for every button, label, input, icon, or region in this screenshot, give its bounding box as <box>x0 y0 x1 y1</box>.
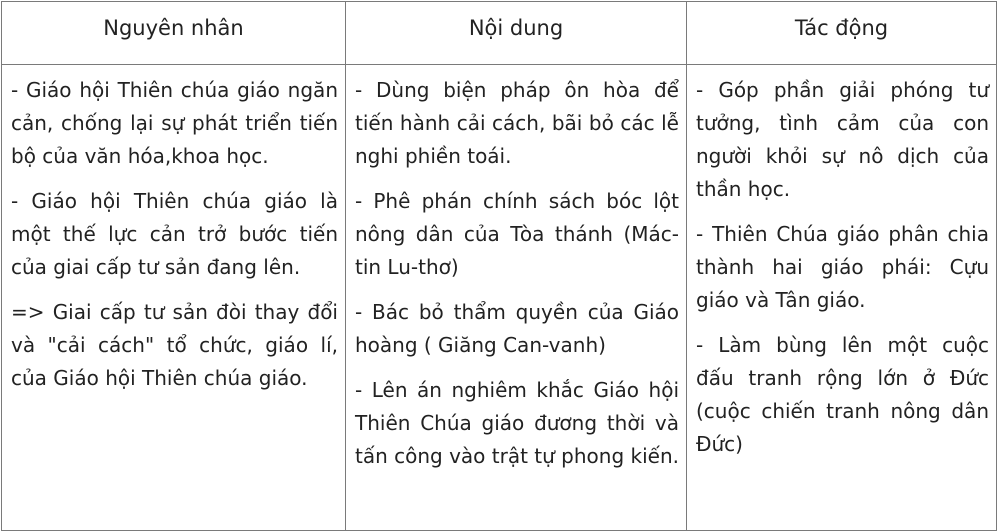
content-item: - Dùng biện pháp ôn hòa để tiến hành cải cách, bãi bỏ các lễ nghi phiền toái. <box>355 78 679 168</box>
header-impact: Tác động <box>687 2 997 65</box>
cause-item: - Giáo hội Thiên chúa giáo ngăn cản, chống lại sự phát triển tiến bộ của văn hóa,khoa học. <box>11 78 338 168</box>
header-row <box>2 2 997 65</box>
body-row <box>2 65 997 531</box>
content-cell <box>346 65 687 531</box>
content-item: - Phê phán chính sách bóc lột nông dân của Tòa thánh (Mác-tin Lu-thơ) <box>355 189 679 279</box>
cause-conclusion: => Giai cấp tư sản đòi thay đổi và "cải cách" tổ chức, giáo lí, của Giáo hội Thiên chúa giáo. <box>11 300 338 390</box>
impact-cell <box>687 65 997 531</box>
header-cause: Nguyên nhân <box>2 2 346 65</box>
impact-item: - Góp phần giải phóng tư tưởng, tình cảm của con người khỏi sự nô dịch của thần học. <box>696 78 989 201</box>
impact-item: - Làm bùng lên một cuộc đấu tranh rộng lớn ở Đức (cuộc chiến tranh nông dân Đức) <box>696 333 989 456</box>
comparison-table <box>1 1 997 531</box>
header-content: Nội dung <box>346 2 687 65</box>
impact-item: - Thiên Chúa giáo phân chia thành hai giáo phái: Cựu giáo và Tân giáo. <box>696 222 989 312</box>
content-item: - Lên án nghiêm khắc Giáo hội Thiên Chúa giáo đương thời và tấn công vào trật tự phong kiến. <box>355 378 679 468</box>
cause-item: - Giáo hội Thiên chúa giáo là một thế lực cản trở bước tiến của giai cấp tư sản đang lên. <box>11 189 338 279</box>
content-item: - Bác bỏ thẩm quyền của Giáo hoàng ( Giăng Can-vanh) <box>355 300 679 357</box>
cause-cell <box>2 65 346 531</box>
